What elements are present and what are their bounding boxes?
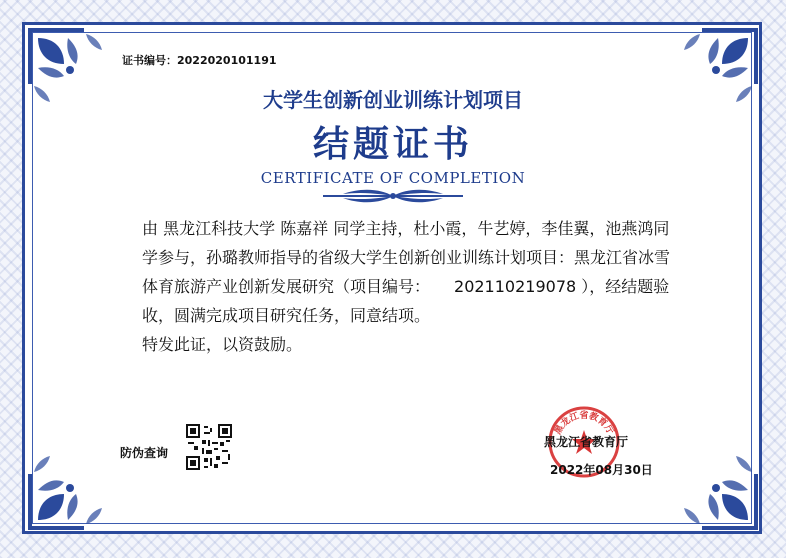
project-number: 202110219078 bbox=[454, 277, 577, 296]
issue-date: 2022年08月30日 bbox=[550, 463, 653, 477]
certificate-subtitle: 大学生创新创业训练计划项目 bbox=[263, 88, 523, 112]
qr-code-icon[interactable] bbox=[186, 424, 232, 470]
university-name: 黑龙江科技大学 bbox=[163, 219, 276, 238]
certificate-title: 结题证书 bbox=[312, 123, 473, 165]
body-lead: 由 bbox=[142, 219, 159, 238]
closing-line: 特发此证，以资鼓励。 bbox=[142, 335, 303, 354]
host-name: 陈嘉祥 bbox=[280, 219, 329, 238]
certificate-number: 证书编号：2022020101191 bbox=[122, 54, 277, 67]
issuer-name: 黑龙江省教育厅 bbox=[544, 435, 629, 449]
corner-ornament-icon bbox=[672, 444, 762, 534]
seal-text: 黑龙江省教育厅 bbox=[553, 411, 615, 437]
flourish-divider-icon bbox=[313, 187, 473, 205]
corner-ornament-icon bbox=[24, 444, 114, 534]
english-title: CERTIFICATE OF COMPLETION bbox=[260, 169, 526, 187]
certificate-body bbox=[110, 214, 682, 359]
body-sentence-1: 同学主持，杜小霞，牛艺婷，李佳翼，池燕鸿同学参与，孙璐教师指导的省级大学生创新创业训练计划项目：黑龙江省冰雪体育旅游产业创新发展研究（项目编号： bbox=[142, 219, 671, 296]
body-sentence-2: ），经结题验收，圆满完成项目研究任务，同意结项。 bbox=[142, 277, 670, 325]
anti-counterfeit-label: 防伪查询 bbox=[120, 446, 169, 460]
